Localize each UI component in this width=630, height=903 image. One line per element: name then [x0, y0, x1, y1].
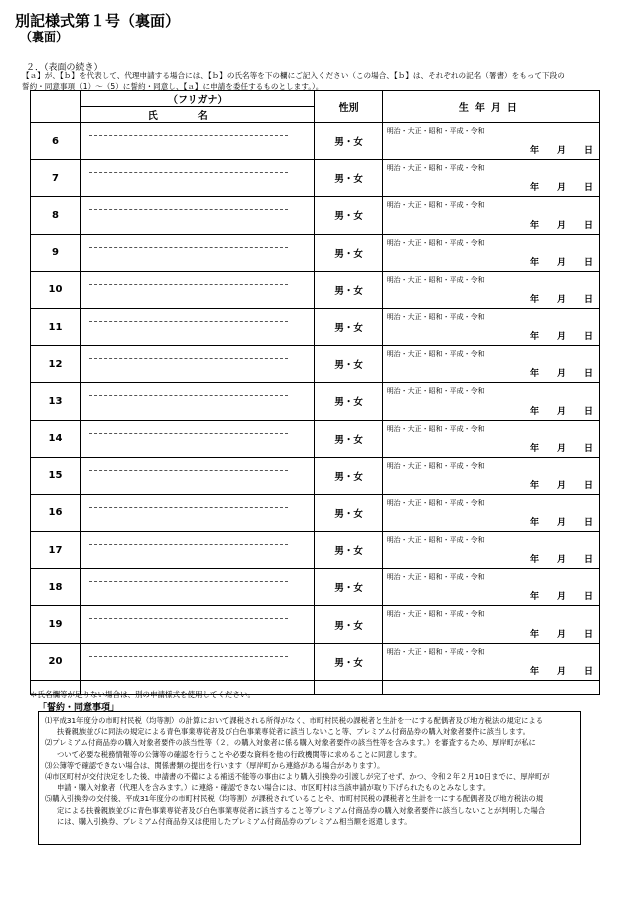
- ymd-labels: [530, 143, 593, 156]
- sex-choice[interactable]: 男・女: [315, 532, 382, 569]
- table-row: [31, 494, 600, 531]
- birthdate-field[interactable]: [382, 197, 599, 234]
- furigana-divider: [89, 358, 288, 359]
- month-label: 月: [556, 480, 566, 491]
- furigana-divider: [89, 470, 288, 471]
- birthdate-field[interactable]: [382, 494, 599, 531]
- oath-line: ⑶公簿等で確認できない場合は、関係書類の提出を行います（厚岸町から連絡がある場合があります）。: [45, 760, 385, 770]
- ymd-labels: [530, 404, 593, 417]
- era-options: 明治・大正・昭和・平成・令和: [386, 424, 485, 433]
- month-label: 月: [556, 592, 566, 603]
- ymd-labels: [530, 589, 593, 602]
- day-label: 日: [583, 518, 593, 529]
- sex-choice[interactable]: 男・女: [315, 643, 382, 680]
- month-label: 月: [556, 183, 566, 194]
- name-field[interactable]: [81, 606, 315, 643]
- day-label: 日: [583, 146, 593, 157]
- sex-choice[interactable]: 男・女: [315, 123, 382, 160]
- day-label: 日: [583, 666, 593, 677]
- table-row: [31, 123, 600, 160]
- table-row: [31, 271, 600, 308]
- table-row: [31, 643, 600, 680]
- table-row: [31, 234, 600, 271]
- row-number: 14: [31, 420, 81, 457]
- table-row: [31, 308, 600, 345]
- year-label: 年: [529, 369, 539, 380]
- table-row: [31, 197, 600, 234]
- row-number: 12: [31, 346, 81, 383]
- form-title: 別記様式第１号（裏面）: [15, 12, 181, 30]
- day-label: 日: [583, 332, 593, 343]
- furigana-divider: [89, 581, 288, 582]
- table-row: [31, 532, 600, 569]
- oath-line: ⑸購入引換券の交付後、平成31年度分の市町村民税（均等割）が課税されていることや、市町村民税の課税者と生計を一にする配偶者及び地方税法の規: [45, 794, 544, 804]
- furigana-divider: [89, 135, 288, 136]
- row-number: 6: [31, 123, 81, 160]
- name-field[interactable]: [81, 420, 315, 457]
- name-field[interactable]: [81, 123, 315, 160]
- table-row: [31, 160, 600, 197]
- table-row: [31, 346, 600, 383]
- row-number: 16: [31, 494, 81, 531]
- birthdate-field[interactable]: [382, 420, 599, 457]
- oath-line: 申請・購入対象者（代理人を含みます。）に連絡・確認できない場合には、市区町村は当該申請が取り下げられたものとみなします。: [57, 783, 490, 793]
- era-options: 明治・大正・昭和・平成・令和: [386, 498, 485, 507]
- year-label: 年: [529, 294, 539, 305]
- row-number: 7: [31, 160, 81, 197]
- table-row: [31, 569, 600, 606]
- year-label: 年: [529, 666, 539, 677]
- row-number: 15: [31, 457, 81, 494]
- furigana-divider: [89, 209, 288, 210]
- oath-title: 「誓約・同意事項」: [38, 703, 120, 713]
- sex-choice[interactable]: 男・女: [315, 234, 382, 271]
- header-sex: 性別: [315, 91, 382, 123]
- birthdate-field[interactable]: [382, 271, 599, 308]
- ymd-labels: [530, 292, 593, 305]
- year-label: 年: [529, 555, 539, 566]
- month-label: 月: [556, 518, 566, 529]
- intro-text: [22, 70, 612, 92]
- furigana-divider: [89, 507, 288, 508]
- name-field[interactable]: [81, 197, 315, 234]
- era-options: 明治・大正・昭和・平成・令和: [386, 536, 485, 545]
- sex-choice[interactable]: 男・女: [315, 494, 382, 531]
- month-label: 月: [556, 406, 566, 417]
- oath-line: ⑵プレミアム付商品券の購入対象者要件の該当性等（２．の購入対象者に係る購入対象者要件の該当性等を含みます。）を審査するため、厚岸町が私に: [45, 738, 536, 748]
- furigana-divider: [89, 433, 288, 434]
- oath-line: ⑷市区町村が交付決定をした後、申請書の不備による補送不能等の事由により購入引換券の引渡しが完了せず、かつ、令和２年２月10日までに、厚岸町が: [45, 772, 550, 782]
- era-options: 明治・大正・昭和・平成・令和: [386, 350, 485, 359]
- sex-choice[interactable]: 男・女: [315, 420, 382, 457]
- note-text: ＊氏名欄等が足りない場合は、別の申請様式を使用してください。: [30, 690, 255, 699]
- month-label: 月: [556, 369, 566, 380]
- sex-choice[interactable]: 男・女: [315, 346, 382, 383]
- header-name: 氏名: [81, 107, 315, 123]
- header-num: [31, 91, 81, 123]
- name-field[interactable]: [81, 532, 315, 569]
- row-number: 11: [31, 308, 81, 345]
- row-number: 19: [31, 606, 81, 643]
- sex-choice[interactable]: 男・女: [315, 308, 382, 345]
- furigana-divider: [89, 247, 288, 248]
- year-label: 年: [529, 257, 539, 268]
- year-label: 年: [529, 146, 539, 157]
- era-options: 明治・大正・昭和・平成・令和: [386, 164, 485, 173]
- birthdate-field[interactable]: [382, 160, 599, 197]
- name-field[interactable]: [81, 494, 315, 531]
- year-label: 年: [529, 592, 539, 603]
- day-label: 日: [583, 406, 593, 417]
- day-label: 日: [583, 629, 593, 640]
- furigana-divider: [89, 656, 288, 657]
- name-field[interactable]: [81, 346, 315, 383]
- day-label: 日: [583, 480, 593, 491]
- era-options: 明治・大正・昭和・平成・令和: [386, 387, 485, 396]
- day-label: 日: [583, 183, 593, 194]
- birthdate-field[interactable]: [382, 383, 599, 420]
- row-number: 20: [31, 643, 81, 680]
- month-label: 月: [556, 332, 566, 343]
- name-field[interactable]: [81, 457, 315, 494]
- era-options: 明治・大正・昭和・平成・令和: [386, 201, 485, 210]
- ymd-labels: [530, 627, 593, 640]
- section-title: ２．（表面の続き）: [26, 63, 103, 73]
- birthdate-field[interactable]: [382, 532, 599, 569]
- era-options: 明治・大正・昭和・平成・令和: [386, 610, 485, 619]
- intro-line: 【ａ】が、【ｂ】を代表して、代理申請する場合には、【ｂ】の氏名等を下の欄にご記入ください（この場合、【ｂ】は、それぞれの記名（署書）をもって下段の: [22, 71, 565, 80]
- sex-choice[interactable]: 男・女: [315, 606, 382, 643]
- birthdate-field[interactable]: [382, 569, 599, 606]
- oath-line: 定による扶養親族並びに青色事業専従者及び白色事業専従者に該当すること等プレミアム付商品券の購入対象者要件に該当しないことが判明した場合: [57, 805, 546, 815]
- birthdate-field[interactable]: [382, 457, 599, 494]
- era-options: 明治・大正・昭和・平成・令和: [386, 573, 485, 582]
- month-label: 月: [556, 666, 566, 677]
- ymd-labels: [530, 441, 593, 454]
- year-label: 年: [529, 443, 539, 454]
- year-label: 年: [529, 629, 539, 640]
- sex-choice[interactable]: 男・女: [315, 569, 382, 606]
- month-label: 月: [556, 146, 566, 157]
- row-number: 8: [31, 197, 81, 234]
- row-number: 17: [31, 532, 81, 569]
- row-number: 18: [31, 569, 81, 606]
- birthdate-field[interactable]: [382, 234, 599, 271]
- sex-choice[interactable]: 男・女: [315, 457, 382, 494]
- ymd-labels: [530, 180, 593, 193]
- era-options: 明治・大正・昭和・平成・令和: [386, 647, 485, 656]
- furigana-divider: [89, 544, 288, 545]
- era-options: 明治・大正・昭和・平成・令和: [386, 275, 485, 284]
- sex-choice[interactable]: 男・女: [315, 160, 382, 197]
- month-label: 月: [556, 443, 566, 454]
- era-options: 明治・大正・昭和・平成・令和: [386, 461, 485, 470]
- year-label: 年: [529, 518, 539, 529]
- furigana-divider: [89, 618, 288, 619]
- birthdate-field[interactable]: [382, 308, 599, 345]
- day-label: 日: [583, 555, 593, 566]
- year-label: 年: [529, 220, 539, 231]
- sex-choice[interactable]: 男・女: [315, 197, 382, 234]
- oath-box: [38, 711, 581, 845]
- day-label: 日: [583, 369, 593, 380]
- day-label: 日: [583, 592, 593, 603]
- row-number: 9: [31, 234, 81, 271]
- day-label: 日: [583, 257, 593, 268]
- header-furigana: （フリガナ）: [81, 91, 315, 107]
- name-field[interactable]: [81, 160, 315, 197]
- ymd-labels: [530, 515, 593, 528]
- intro-line: 誓約・同意事項（1）～（5）に誓約・同意し、【ａ】に申請を委任するものとします。）。: [22, 82, 324, 91]
- ymd-labels: [530, 664, 593, 677]
- birthdate-field[interactable]: [382, 123, 599, 160]
- table-row: [31, 457, 600, 494]
- oath-line: 扶養親族並びに同法の規定による青色事業専従者及び白色事業専従者に該当しないこと等、プレミアム付商品券の購入対象者要件に該当します。: [57, 727, 530, 737]
- ymd-labels: [530, 218, 593, 231]
- oath-line: には、購入引換券、プレミアム付商品券又は使用したプレミアム付商品券のプレミアム相当額を返還します。: [57, 816, 412, 826]
- furigana-divider: [89, 172, 288, 173]
- row-number: 13: [31, 383, 81, 420]
- table-row: [31, 606, 600, 643]
- year-label: 年: [529, 183, 539, 194]
- month-label: 月: [556, 555, 566, 566]
- day-label: 日: [583, 443, 593, 454]
- name-field[interactable]: [81, 308, 315, 345]
- month-label: 月: [556, 294, 566, 305]
- birthdate-field[interactable]: [382, 643, 599, 680]
- ymd-labels: [530, 255, 593, 268]
- oath-line: ⑴平成31年度分の市町村民税（均等割）の計算において課税される所得がなく、市町村民税の課税者と生計を一にする配偶者及び地方税法の規定による: [45, 716, 544, 725]
- ymd-labels: [530, 366, 593, 379]
- ymd-labels: [530, 329, 593, 342]
- year-label: 年: [529, 406, 539, 417]
- header-birth: 生年月日: [382, 91, 599, 123]
- name-field[interactable]: [81, 271, 315, 308]
- name-field[interactable]: [81, 569, 315, 606]
- oath-line: ついて必要な税務情報等の公簿等の確認を行うことや必要な資料を他の行政機関等に求めることに同意します。: [57, 749, 422, 759]
- name-field[interactable]: [81, 383, 315, 420]
- day-label: 日: [583, 294, 593, 305]
- month-label: 月: [556, 257, 566, 268]
- name-field[interactable]: [81, 643, 315, 680]
- ymd-labels: [530, 478, 593, 491]
- birthdate-field[interactable]: [382, 346, 599, 383]
- name-field[interactable]: [81, 234, 315, 271]
- era-options: 明治・大正・昭和・平成・令和: [386, 312, 485, 321]
- ymd-labels: [530, 552, 593, 565]
- form-subtitle: （裏面）: [20, 30, 69, 44]
- sex-choice[interactable]: 男・女: [315, 271, 382, 308]
- table-row: [31, 383, 600, 420]
- birthdate-field[interactable]: [382, 606, 599, 643]
- table-row: [31, 420, 600, 457]
- era-options: 明治・大正・昭和・平成・令和: [386, 127, 485, 135]
- month-label: 月: [556, 629, 566, 640]
- sex-choice[interactable]: 男・女: [315, 383, 382, 420]
- furigana-divider: [89, 321, 288, 322]
- month-label: 月: [556, 220, 566, 231]
- furigana-divider: [89, 284, 288, 285]
- year-label: 年: [529, 332, 539, 343]
- row-number: 10: [31, 271, 81, 308]
- year-label: 年: [529, 480, 539, 491]
- day-label: 日: [583, 220, 593, 231]
- applicant-table: [30, 90, 600, 695]
- era-options: 明治・大正・昭和・平成・令和: [386, 238, 485, 247]
- furigana-divider: [89, 395, 288, 396]
